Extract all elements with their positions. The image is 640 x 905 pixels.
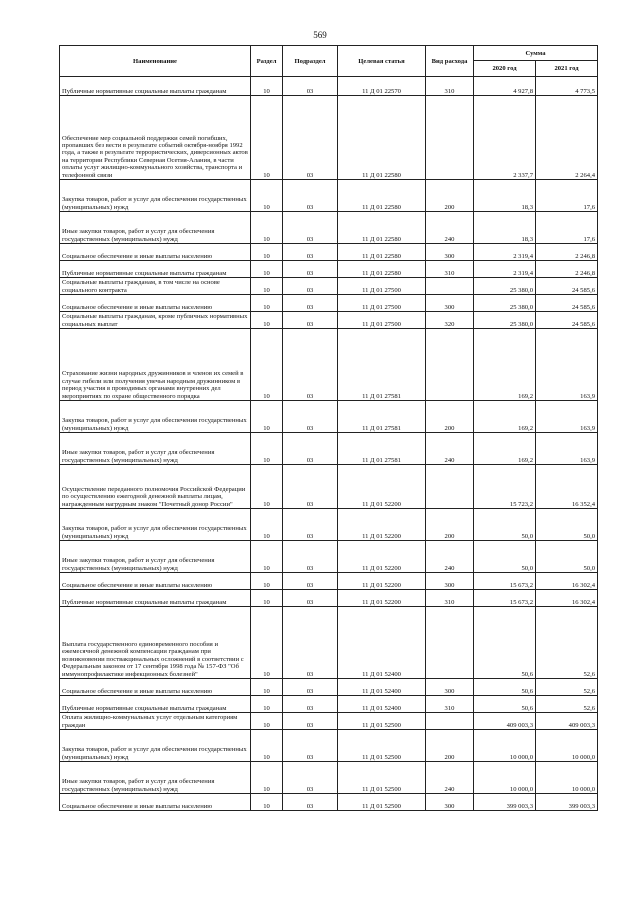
cell-sum-2021: 17,6 [536,212,598,244]
table-row [60,77,598,96]
cell-name: Осуществление переданного полномочия Российской Федерации по осуществлению ежегодной денежной выплаты лицам, награжденным нагрудным знаком "Почетный донор России" [60,465,251,509]
cell-sum-2020: 50,0 [474,509,536,541]
cell-subsection: 03 [283,433,338,465]
cell-target-item: 11 Д 01 22570 [338,77,426,96]
cell-subsection: 03 [283,696,338,713]
cell-name: Публичные нормативные социальные выплаты гражданам [60,696,251,713]
cell-target-item: 11 Д 01 27500 [338,295,426,312]
header-target-item: Целевая статья [338,46,426,77]
cell-sum-2021: 52,6 [536,679,598,696]
cell-sum-2020: 169,2 [474,401,536,433]
cell-section: 10 [251,541,283,573]
cell-section: 10 [251,573,283,590]
cell-subsection: 03 [283,401,338,433]
cell-sum-2020: 15 673,2 [474,573,536,590]
cell-target-item: 11 Д 01 52500 [338,762,426,794]
cell-sum-2020: 10 000,0 [474,730,536,762]
cell-expense-type: 240 [426,762,474,794]
cell-subsection: 03 [283,573,338,590]
header-section: Раздел [251,46,283,77]
cell-target-item: 11 Д 01 27500 [338,278,426,295]
cell-sum-2021: 2 246,8 [536,244,598,261]
cell-sum-2020: 409 003,3 [474,713,536,730]
cell-sum-2021: 409 003,3 [536,713,598,730]
cell-sum-2021: 16 302,4 [536,590,598,607]
cell-subsection: 03 [283,329,338,401]
cell-target-item: 11 Д 01 22580 [338,212,426,244]
cell-subsection: 03 [283,794,338,811]
cell-sum-2021: 50,0 [536,541,598,573]
cell-subsection: 03 [283,762,338,794]
cell-sum-2021: 2 264,4 [536,96,598,180]
page-number: 569 [313,30,327,40]
cell-subsection: 03 [283,590,338,607]
table-row [60,261,598,278]
cell-sum-2020: 50,6 [474,696,536,713]
cell-section: 10 [251,607,283,679]
table-row [60,762,598,794]
cell-target-item: 11 Д 01 52400 [338,696,426,713]
cell-section: 10 [251,295,283,312]
cell-section: 10 [251,261,283,278]
cell-sum-2020: 18,3 [474,212,536,244]
cell-name: Иные закупки товаров, работ и услуг для обеспечения государственных (муниципальных) нужд [60,433,251,465]
cell-sum-2021: 17,6 [536,180,598,212]
cell-target-item: 11 Д 01 22580 [338,261,426,278]
cell-name: Закупка товаров, работ и услуг для обеспечения государственных (муниципальных) нужд [60,180,251,212]
cell-expense-type: 200 [426,509,474,541]
cell-target-item: 11 Д 01 22580 [338,244,426,261]
cell-name: Оплата жилищно-коммунальных услуг отдельным категориям граждан [60,713,251,730]
cell-sum-2021: 163,9 [536,401,598,433]
cell-expense-type: 240 [426,433,474,465]
cell-sum-2020: 25 380,0 [474,278,536,295]
cell-expense-type [426,329,474,401]
cell-name: Социальное обеспечение и иные выплаты населению [60,295,251,312]
header-expense-type: Вид расхода [426,46,474,77]
cell-subsection: 03 [283,312,338,329]
cell-subsection: 03 [283,180,338,212]
cell-name: Социальные выплаты гражданам, кроме публичных нормативных социальных выплат [60,312,251,329]
cell-sum-2021: 52,6 [536,607,598,679]
cell-expense-type [426,96,474,180]
cell-sum-2020: 15 673,2 [474,590,536,607]
table-row [60,278,598,295]
cell-section: 10 [251,762,283,794]
cell-name: Социальное обеспечение и иные выплаты населению [60,794,251,811]
cell-target-item: 11 Д 01 52200 [338,465,426,509]
cell-target-item: 11 Д 01 52400 [338,607,426,679]
table-header [60,46,598,77]
cell-name: Публичные нормативные социальные выплаты гражданам [60,77,251,96]
cell-sum-2020: 2 319,4 [474,244,536,261]
table-row [60,180,598,212]
table-row [60,679,598,696]
cell-subsection: 03 [283,77,338,96]
cell-expense-type: 200 [426,180,474,212]
header-name: Наименование [60,46,251,77]
cell-sum-2020: 4 927,8 [474,77,536,96]
cell-section: 10 [251,278,283,295]
cell-sum-2020: 25 380,0 [474,295,536,312]
cell-name: Закупка товаров, работ и услуг для обеспечения государственных (муниципальных) нужд [60,730,251,762]
cell-sum-2020: 15 723,2 [474,465,536,509]
cell-sum-2020: 50,6 [474,607,536,679]
cell-subsection: 03 [283,295,338,312]
table-row [60,573,598,590]
cell-sum-2020: 2 319,4 [474,261,536,278]
cell-sum-2021: 16 352,4 [536,465,598,509]
table-row [60,696,598,713]
budget-table [59,45,598,811]
cell-section: 10 [251,96,283,180]
cell-section: 10 [251,212,283,244]
header-year-2020: 2020 год [474,61,536,77]
cell-target-item: 11 Д 01 27581 [338,433,426,465]
cell-expense-type: 200 [426,730,474,762]
table-row [60,96,598,180]
table-row [60,329,598,401]
header-subsection: Подраздел [283,46,338,77]
cell-sum-2021: 10 000,0 [536,762,598,794]
cell-expense-type: 300 [426,794,474,811]
cell-section: 10 [251,329,283,401]
table-row [60,509,598,541]
cell-subsection: 03 [283,96,338,180]
cell-target-item: 11 Д 01 52200 [338,590,426,607]
header-sum: Сумма [474,46,598,61]
cell-sum-2020: 399 003,3 [474,794,536,811]
cell-section: 10 [251,590,283,607]
cell-sum-2021: 10 000,0 [536,730,598,762]
cell-sum-2020: 2 337,7 [474,96,536,180]
cell-section: 10 [251,401,283,433]
cell-sum-2021: 24 585,6 [536,312,598,329]
cell-sum-2021: 4 773,5 [536,77,598,96]
cell-section: 10 [251,730,283,762]
cell-expense-type: 240 [426,212,474,244]
cell-target-item: 11 Д 01 52200 [338,541,426,573]
cell-subsection: 03 [283,465,338,509]
cell-subsection: 03 [283,278,338,295]
cell-subsection: 03 [283,541,338,573]
cell-sum-2020: 25 380,0 [474,312,536,329]
cell-section: 10 [251,696,283,713]
table-row [60,590,598,607]
header-year-2021: 2021 год [536,61,598,77]
cell-expense-type [426,607,474,679]
cell-subsection: 03 [283,713,338,730]
cell-target-item: 11 Д 01 22580 [338,96,426,180]
cell-section: 10 [251,77,283,96]
cell-name: Обеспечение мер социальной поддержки семей погибших, пропавших без вести в результате событий октября-ноября 1992 года, а также в результате террористических, диверсионных актов на территории Республики Северная Осетия-Алания, в части оплаты услуг жилищно-коммунального хозяйства, транспорта и телефонной связи [60,96,251,180]
table-row [60,607,598,679]
table-row [60,433,598,465]
cell-expense-type: 300 [426,295,474,312]
cell-name: Социальное обеспечение и иные выплаты населению [60,244,251,261]
table-row [60,244,598,261]
cell-section: 10 [251,713,283,730]
cell-section: 10 [251,509,283,541]
cell-expense-type: 310 [426,261,474,278]
cell-subsection: 03 [283,679,338,696]
cell-subsection: 03 [283,244,338,261]
table-row [60,541,598,573]
cell-name: Социальное обеспечение и иные выплаты населению [60,679,251,696]
cell-section: 10 [251,465,283,509]
cell-sum-2020: 10 000,0 [474,762,536,794]
cell-expense-type: 300 [426,679,474,696]
cell-name: Публичные нормативные социальные выплаты гражданам [60,590,251,607]
cell-subsection: 03 [283,261,338,278]
cell-sum-2020: 169,2 [474,329,536,401]
cell-target-item: 11 Д 01 27581 [338,401,426,433]
cell-sum-2021: 399 003,3 [536,794,598,811]
cell-target-item: 11 Д 01 52400 [338,679,426,696]
cell-sum-2021: 16 302,4 [536,573,598,590]
cell-name: Социальные выплаты гражданам, в том числе на основе социального контракта [60,278,251,295]
cell-name: Закупка товаров, работ и услуг для обеспечения государственных (муниципальных) нужд [60,509,251,541]
cell-sum-2021: 24 585,6 [536,295,598,312]
cell-target-item: 11 Д 01 52500 [338,713,426,730]
cell-expense-type: 310 [426,77,474,96]
cell-subsection: 03 [283,607,338,679]
cell-sum-2020: 18,3 [474,180,536,212]
table-row [60,312,598,329]
cell-section: 10 [251,433,283,465]
cell-sum-2020: 50,6 [474,679,536,696]
table-row [60,730,598,762]
table-row [60,212,598,244]
cell-name: Иные закупки товаров, работ и услуг для обеспечения государственных (муниципальных) нужд [60,212,251,244]
cell-name: Социальное обеспечение и иные выплаты населению [60,573,251,590]
cell-expense-type: 320 [426,312,474,329]
cell-sum-2020: 50,0 [474,541,536,573]
cell-expense-type: 310 [426,696,474,713]
cell-subsection: 03 [283,212,338,244]
cell-expense-type: 300 [426,244,474,261]
cell-target-item: 11 Д 01 27500 [338,312,426,329]
cell-sum-2021: 50,0 [536,509,598,541]
cell-sum-2021: 163,9 [536,329,598,401]
cell-expense-type [426,278,474,295]
cell-target-item: 11 Д 01 52500 [338,730,426,762]
cell-target-item: 11 Д 01 27581 [338,329,426,401]
table-row [60,713,598,730]
cell-sum-2020: 169,2 [474,433,536,465]
table-row [60,465,598,509]
cell-target-item: 11 Д 01 22580 [338,180,426,212]
cell-section: 10 [251,794,283,811]
table-body [60,77,598,811]
cell-target-item: 11 Д 01 52200 [338,509,426,541]
cell-section: 10 [251,679,283,696]
cell-section: 10 [251,244,283,261]
cell-expense-type [426,465,474,509]
cell-sum-2021: 24 585,6 [536,278,598,295]
cell-expense-type: 300 [426,573,474,590]
cell-subsection: 03 [283,730,338,762]
table-row [60,794,598,811]
cell-name: Закупка товаров, работ и услуг для обеспечения государственных (муниципальных) нужд [60,401,251,433]
cell-subsection: 03 [283,509,338,541]
cell-target-item: 11 Д 01 52500 [338,794,426,811]
cell-name: Публичные нормативные социальные выплаты гражданам [60,261,251,278]
cell-section: 10 [251,180,283,212]
cell-expense-type: 310 [426,590,474,607]
cell-section: 10 [251,312,283,329]
cell-sum-2021: 2 246,8 [536,261,598,278]
cell-name: Выплата государственного единовременного пособия и ежемесячной денежной компенсации гражданам при возникновении поствакцинальных осложнений в соответствии с Федеральным законом от 17 сентября 1998 года № 157-ФЗ "Об иммунопрофилактике инфекционных болезней" [60,607,251,679]
cell-expense-type [426,713,474,730]
cell-name: Страхование жизни народных дружинников и членов их семей в случае гибели или получения увечья народным дружинником в период участия в проводимых органами внутренних дел мероприятиях по охране общественного порядка [60,329,251,401]
cell-target-item: 11 Д 01 52200 [338,573,426,590]
table-row [60,401,598,433]
cell-sum-2021: 52,6 [536,696,598,713]
cell-name: Иные закупки товаров, работ и услуг для обеспечения государственных (муниципальных) нужд [60,541,251,573]
table-row [60,295,598,312]
cell-sum-2021: 163,9 [536,433,598,465]
cell-name: Иные закупки товаров, работ и услуг для обеспечения государственных (муниципальных) нужд [60,762,251,794]
cell-expense-type: 240 [426,541,474,573]
cell-expense-type: 200 [426,401,474,433]
